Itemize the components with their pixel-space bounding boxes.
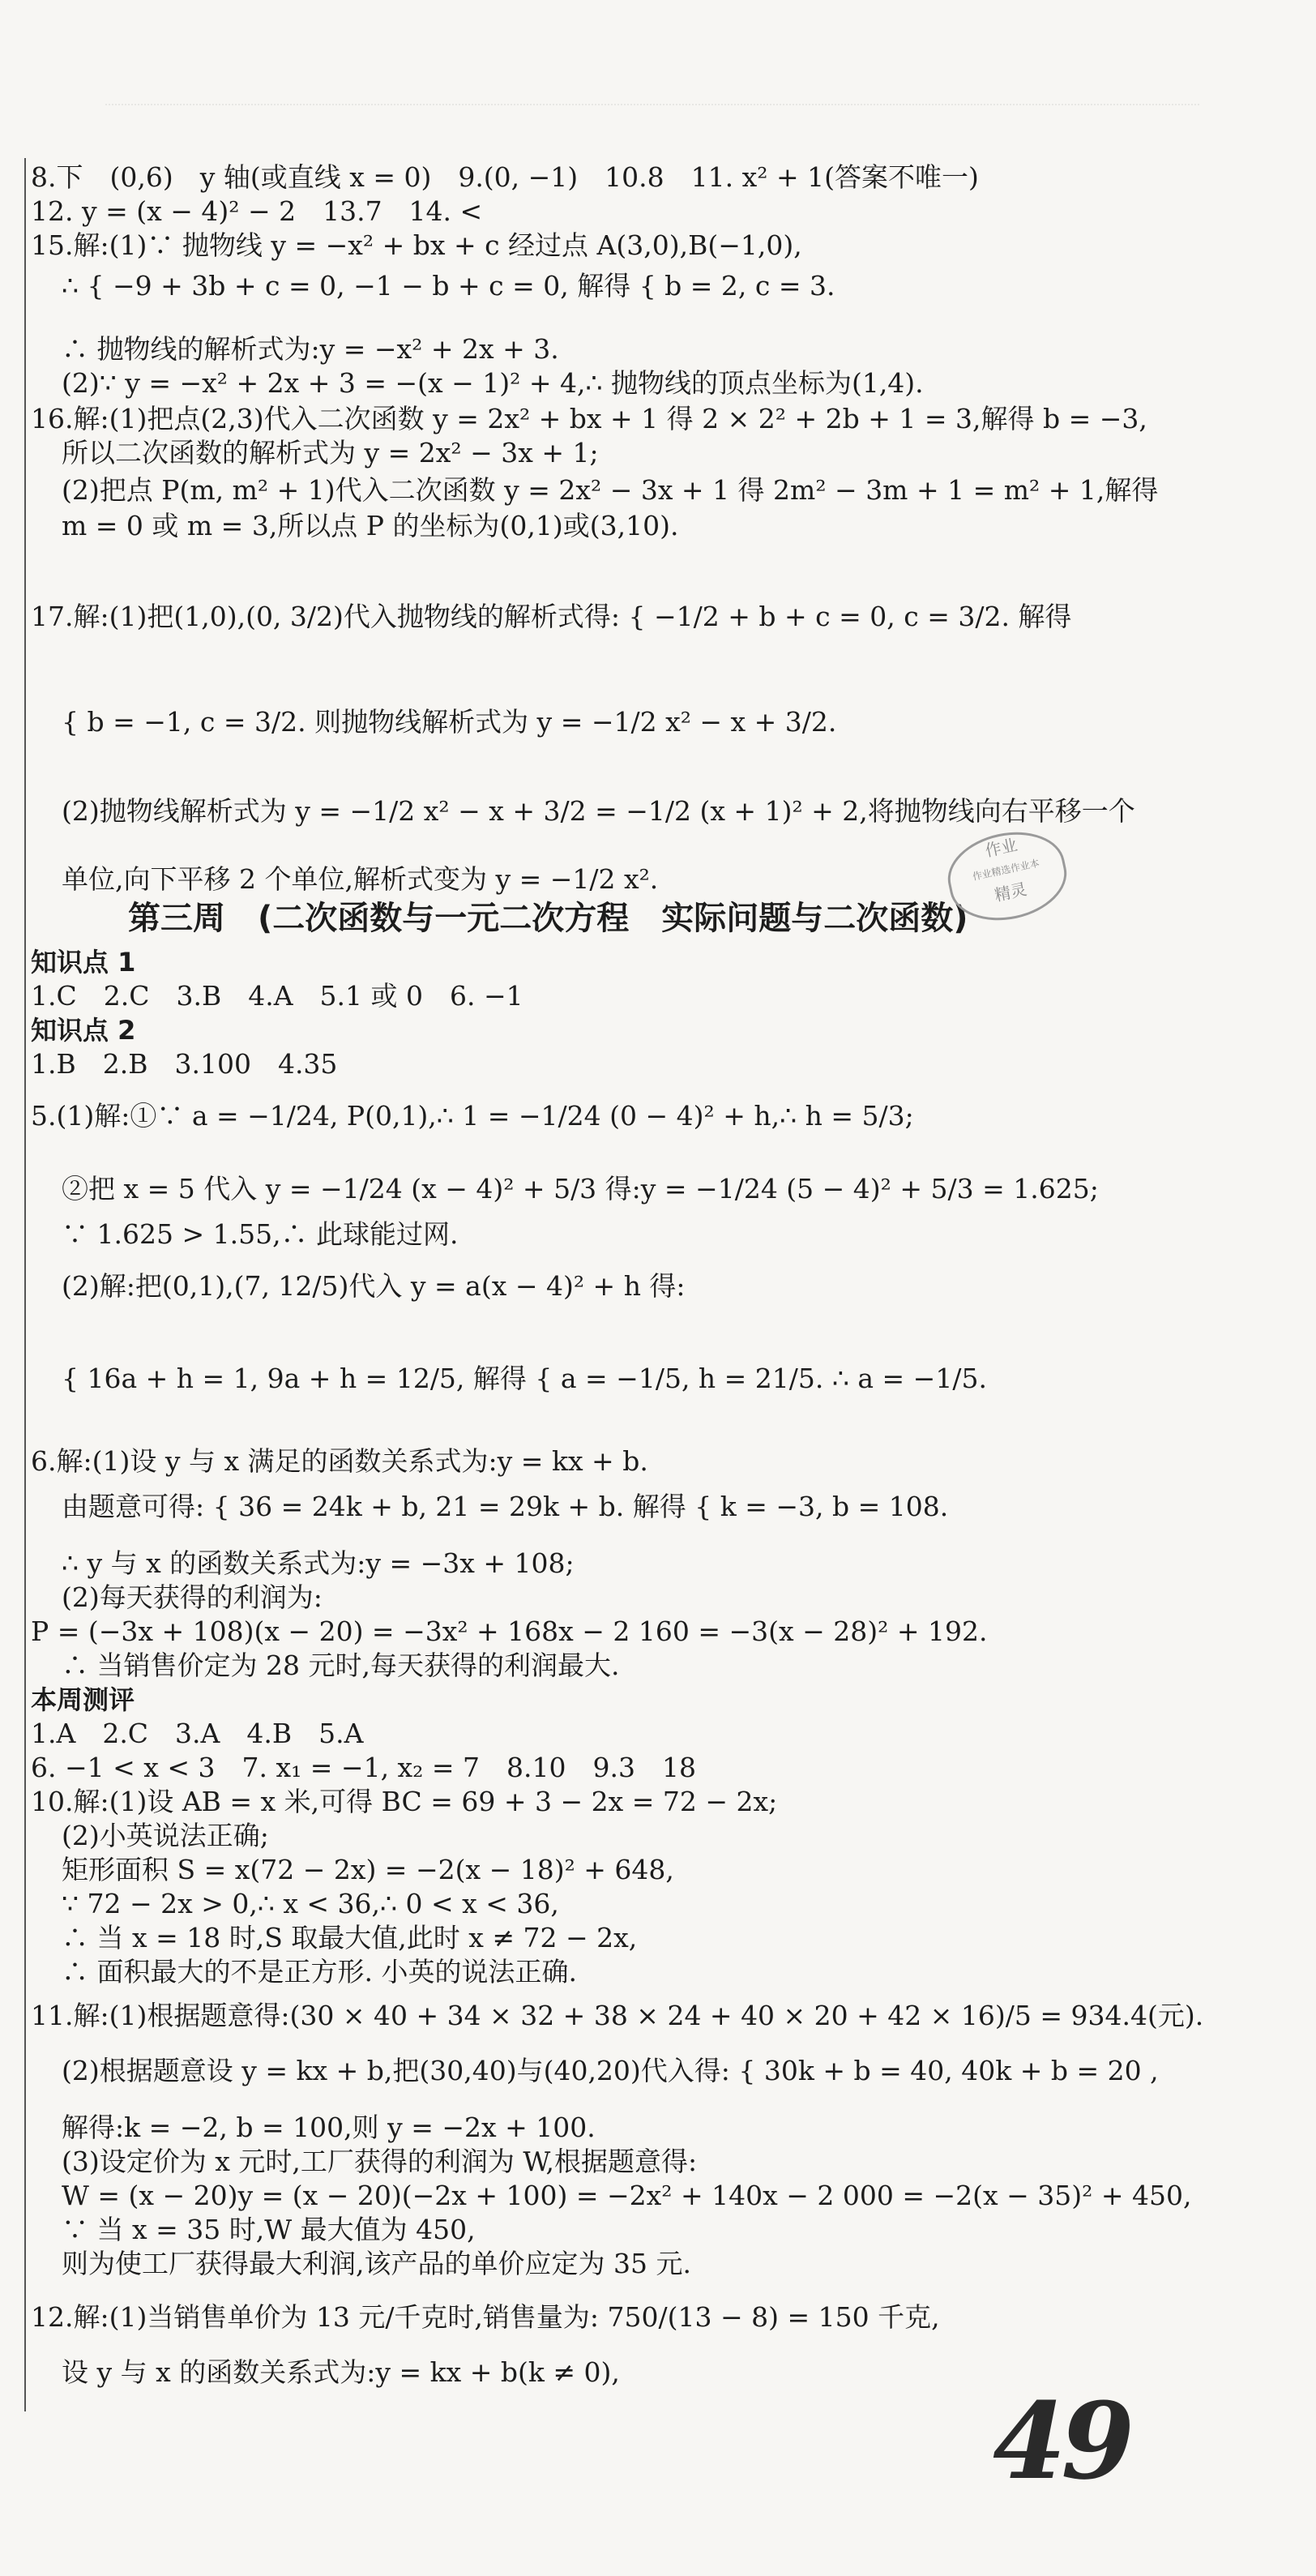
answer-line: 8.下 (0,6) y 轴(或直线 x = 0) 9.(0, −1) 10.8 11. x² + 1(答案不唯一) bbox=[31, 161, 979, 193]
answer-line: ∴ 抛物线的解析式为:y = −x² + 2x + 3. bbox=[62, 333, 559, 365]
section-heading: 知识点 2 bbox=[31, 1015, 136, 1046]
answer-line: 1.B 2.B 3.100 4.35 bbox=[31, 1048, 338, 1080]
faded-header-bleed bbox=[105, 71, 1199, 105]
answer-line: m = 0 或 m = 3,所以点 P 的坐标为(0,1)或(3,10). bbox=[62, 510, 679, 541]
answer-line: (2)每天获得的利润为: bbox=[62, 1581, 323, 1613]
answer-line: (2)小英说法正确; bbox=[62, 1820, 269, 1851]
answer-line: ∴ 当 x = 18 时,S 取最大值,此时 x ≠ 72 − 2x, bbox=[62, 1922, 638, 1953]
answer-line: 15.解:(1)∵ 抛物线 y = −x² + bx + c 经过点 A(3,0),B(−1,0), bbox=[31, 229, 802, 261]
homework-stamp: 作业 作业精选作业本 精灵 bbox=[941, 822, 1075, 931]
answer-line: 16.解:(1)把点(2,3)代入二次函数 y = 2x² + bx + 1 得 2 × 2² + 2b + 1 = 3,解得 b = −3, bbox=[31, 403, 1147, 434]
section-heading: 知识点 1 bbox=[31, 947, 136, 978]
answer-line: ∴ y 与 x 的函数关系式为:y = −3x + 108; bbox=[62, 1547, 575, 1579]
answer-line: (2)根据题意设 y = kx + b,把(30,40)与(40,20)代入得: { 30k + b = 40, 40k + b = 20 , bbox=[62, 2055, 1159, 2086]
answer-line: ∴ { −9 + 3b + c = 0, −1 − b + c = 0, 解得 { b = 2, c = 3. bbox=[62, 270, 835, 302]
answer-line: 6. −1 < x < 3 7. x₁ = −1, x₂ = 7 8.10 9.3 18 bbox=[31, 1752, 696, 1783]
answer-line: 12. y = (x − 4)² − 2 13.7 14. < bbox=[31, 195, 483, 227]
answer-line: (2)抛物线解析式为 y = −1/2 x² − x + 3/2 = −1/2 (x + 1)² + 2,将抛物线向右平移一个 bbox=[62, 795, 1135, 827]
page-number: 49 bbox=[993, 2379, 1130, 2503]
week-section-title: 第三周 (二次函数与一元二次方程 实际问题与二次函数) bbox=[128, 900, 968, 937]
section-heading: 本周测评 bbox=[31, 1684, 135, 1715]
answer-line: ∴ 当销售价定为 28 元时,每天获得的利润最大. bbox=[62, 1650, 620, 1681]
answer-line: (3)设定价为 x 元时,工厂获得的利润为 W,根据题意得: bbox=[62, 2146, 698, 2177]
answer-line: 12.解:(1)当销售单价为 13 元/千克时,销售量为: 750/(13 − 8) = 150 千克, bbox=[31, 2301, 940, 2333]
answer-line: 1.C 2.C 3.B 4.A 5.1 或 0 6. −1 bbox=[31, 980, 523, 1012]
answer-line: (2)解:把(0,1),(7, 12/5)代入 y = a(x − 4)² + h 得: bbox=[62, 1270, 686, 1302]
answer-line: 则为使工厂获得最大利润,该产品的单价应定为 35 元. bbox=[62, 2248, 691, 2279]
answer-line: 所以二次函数的解析式为 y = 2x² − 3x + 1; bbox=[62, 437, 599, 469]
answer-line: W = (x − 20)y = (x − 20)(−2x + 100) = −2x² + 140x − 2 000 = −2(x − 35)² + 450, bbox=[62, 2180, 1192, 2211]
answer-line: ∴ 面积最大的不是正方形. 小英的说法正确. bbox=[62, 1956, 577, 1988]
answer-line: 6.解:(1)设 y 与 x 满足的函数关系式为:y = kx + b. bbox=[31, 1445, 648, 1477]
answer-line: 10.解:(1)设 AB = x 米,可得 BC = 69 + 3 − 2x = 72 − 2x; bbox=[31, 1786, 778, 1817]
answer-line: ∵ 72 − 2x > 0,∴ x < 36,∴ 0 < x < 36, bbox=[62, 1888, 559, 1919]
answer-line: { b = −1, c = 3/2. 则抛物线解析式为 y = −1/2 x² − x + 3/2. bbox=[62, 706, 837, 738]
answer-line: 5.(1)解:①∵ a = −1/24, P(0,1),∴ 1 = −1/24 (0 − 4)² + h,∴ h = 5/3; bbox=[31, 1100, 914, 1132]
answer-line: 矩形面积 S = x(72 − 2x) = −2(x − 18)² + 648, bbox=[62, 1854, 674, 1885]
left-margin-rule bbox=[24, 158, 26, 2411]
answer-line: 设 y 与 x 的函数关系式为:y = kx + b(k ≠ 0), bbox=[62, 2356, 620, 2388]
answer-line: 由题意可得: { 36 = 24k + b, 21 = 29k + b. 解得 { k = −3, b = 108. bbox=[62, 1491, 949, 1522]
answer-line: ②把 x = 5 代入 y = −1/24 (x − 4)² + 5/3 得:y = −1/24 (5 − 4)² + 5/3 = 1.625; bbox=[62, 1173, 1099, 1205]
answer-line: ∵ 当 x = 35 时,W 最大值为 450, bbox=[62, 2214, 476, 2245]
answer-line: (2)把点 P(m, m² + 1)代入二次函数 y = 2x² − 3x + 1 得 2m² − 3m + 1 = m² + 1,解得 bbox=[62, 474, 1159, 506]
answer-line: ∵ 1.625 > 1.55,∴ 此球能过网. bbox=[62, 1218, 459, 1250]
answer-line: 1.A 2.C 3.A 4.B 5.A bbox=[31, 1718, 364, 1749]
answer-line: 单位,向下平移 2 个单位,解析式变为 y = −1/2 x². bbox=[62, 863, 659, 895]
answer-line: { 16a + h = 1, 9a + h = 12/5, 解得 { a = −1/5, h = 21/5. ∴ a = −1/5. bbox=[62, 1363, 987, 1394]
answer-line: P = (−3x + 108)(x − 20) = −3x² + 168x − 2 160 = −3(x − 28)² + 192. bbox=[31, 1615, 988, 1647]
answer-line: 17.解:(1)把(1,0),(0, 3/2)代入抛物线的解析式得: { −1/2 + b + c = 0, c = 3/2. 解得 bbox=[31, 601, 1072, 632]
answer-line: (2)∵ y = −x² + 2x + 3 = −(x − 1)² + 4,∴ 抛物线的顶点坐标为(1,4). bbox=[62, 367, 924, 399]
answer-line: 解得:k = −2, b = 100,则 y = −2x + 100. bbox=[62, 2112, 596, 2143]
answer-line: 11.解:(1)根据题意得:(30 × 40 + 34 × 32 + 38 × 24 + 40 × 20 + 42 × 16)/5 = 934.4(元). bbox=[31, 2000, 1204, 2031]
